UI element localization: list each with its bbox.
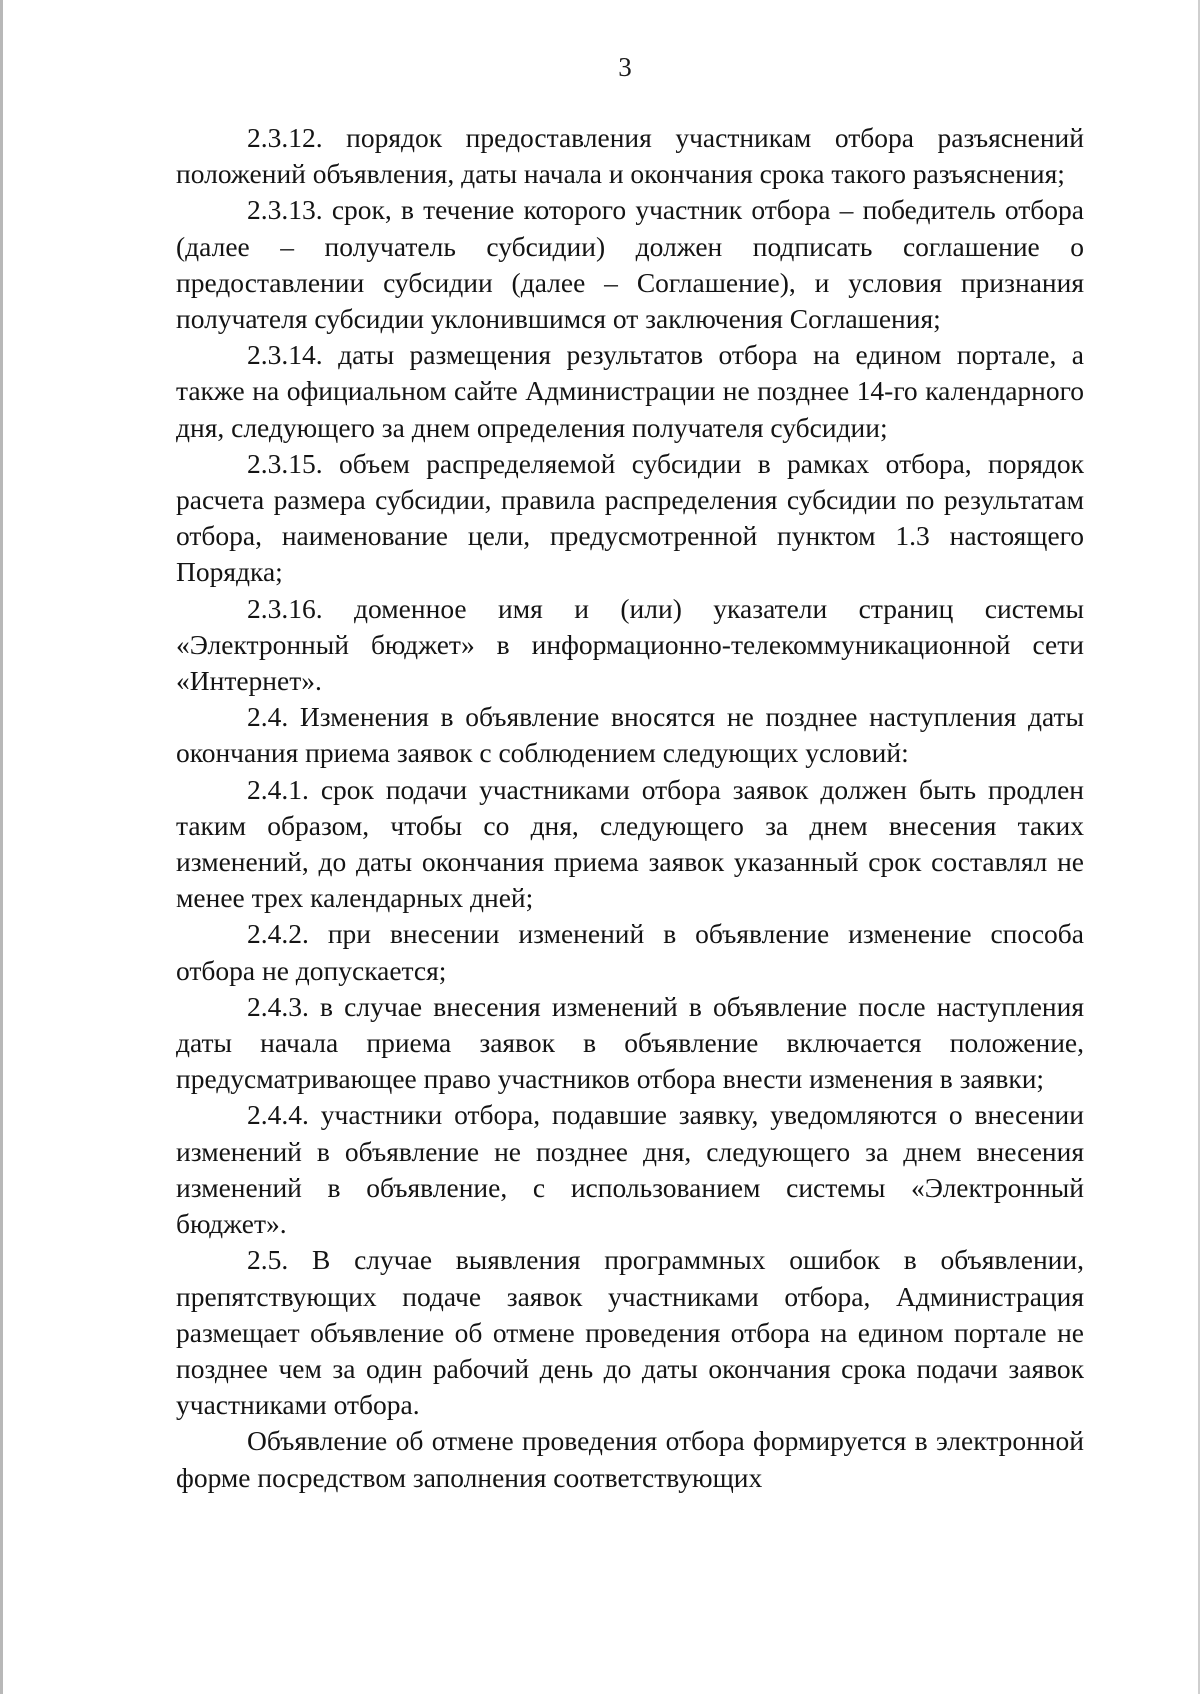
- paragraph-2-4-1: 2.4.1. срок подачи участниками отбора заявок должен быть продлен таким образом, чтобы со дня, следующего за днем внесения таких изменений, до даты окончания приема заявок указанный срок составлял не менее трех календарных дней;: [176, 773, 1084, 914]
- paragraph-2-3-12: 2.3.12. порядок предоставления участникам отбора разъяснений положений объявления, даты начала и окончания срока такого разъяснения;: [176, 122, 1084, 190]
- document-body: [176, 120, 1084, 1496]
- scan-edge-left: [0, 0, 3, 1694]
- paragraph-2-3-15: 2.3.15. объем распределяемой субсидии в рамках отбора, порядок расчета размера субсидии, правила распределения субсидии по результатам отбора, наименование цели, предусмотренной пунктом 1.3 настоящего Порядка;: [176, 447, 1084, 588]
- page-number: 3: [618, 52, 632, 82]
- paragraph-2-3-13: 2.3.13. срок, в течение которого участник отбора – победитель отбора (далее – получатель субсидии) должен подписать соглашение о предоставлении субсидии (далее – Соглашение), и условия признания получателя субсидии уклонившимся от заключения Соглашения;: [176, 194, 1084, 335]
- paragraph-2-4-3: 2.4.3. в случае внесения изменений в объявление после наступления даты начала приема заявок в объявление включается положение, предусматривающее право участников отбора внести изменения в заявки;: [176, 990, 1084, 1095]
- paragraph-2-3-16: 2.3.16. доменное имя и (или) указатели страниц системы «Электронный бюджет» в информационно-телекоммуникационной сети «Интернет».: [176, 592, 1084, 697]
- paragraph-2-5: 2.5. В случае выявления программных ошибок в объявлении, препятствующих подаче заявок участниками отбора, Администрация размещает объявление об отмене проведения отбора на едином портале не позднее чем за один рабочий день до даты окончания срока подачи заявок участниками отбора.: [176, 1244, 1084, 1421]
- paragraph-cancellation-notice: Объявление об отмене проведения отбора формируется в электронной форме посредством заполнения соответствующих: [176, 1425, 1084, 1493]
- paragraph-2-4: 2.4. Изменения в объявление вносятся не позднее наступления даты окончания приема заявок с соблюдением следующих условий:: [176, 701, 1084, 769]
- paragraph-2-4-4: 2.4.4. участники отбора, подавшие заявку, уведомляются о внесении изменений в объявление не позднее дня, следующего за днем внесения изменений в объявление, с использованием системы «Электронный бюджет».: [176, 1099, 1084, 1240]
- paragraph-2-4-2: 2.4.2. при внесении изменений в объявление изменение способа отбора не допускается;: [176, 918, 1084, 986]
- paragraph-2-3-14: 2.3.14. даты размещения результатов отбора на едином портале, а также на официальном сайте Администрации не позднее 14-го календарного дня, следующего за днем определения получателя субсидии;: [176, 339, 1084, 443]
